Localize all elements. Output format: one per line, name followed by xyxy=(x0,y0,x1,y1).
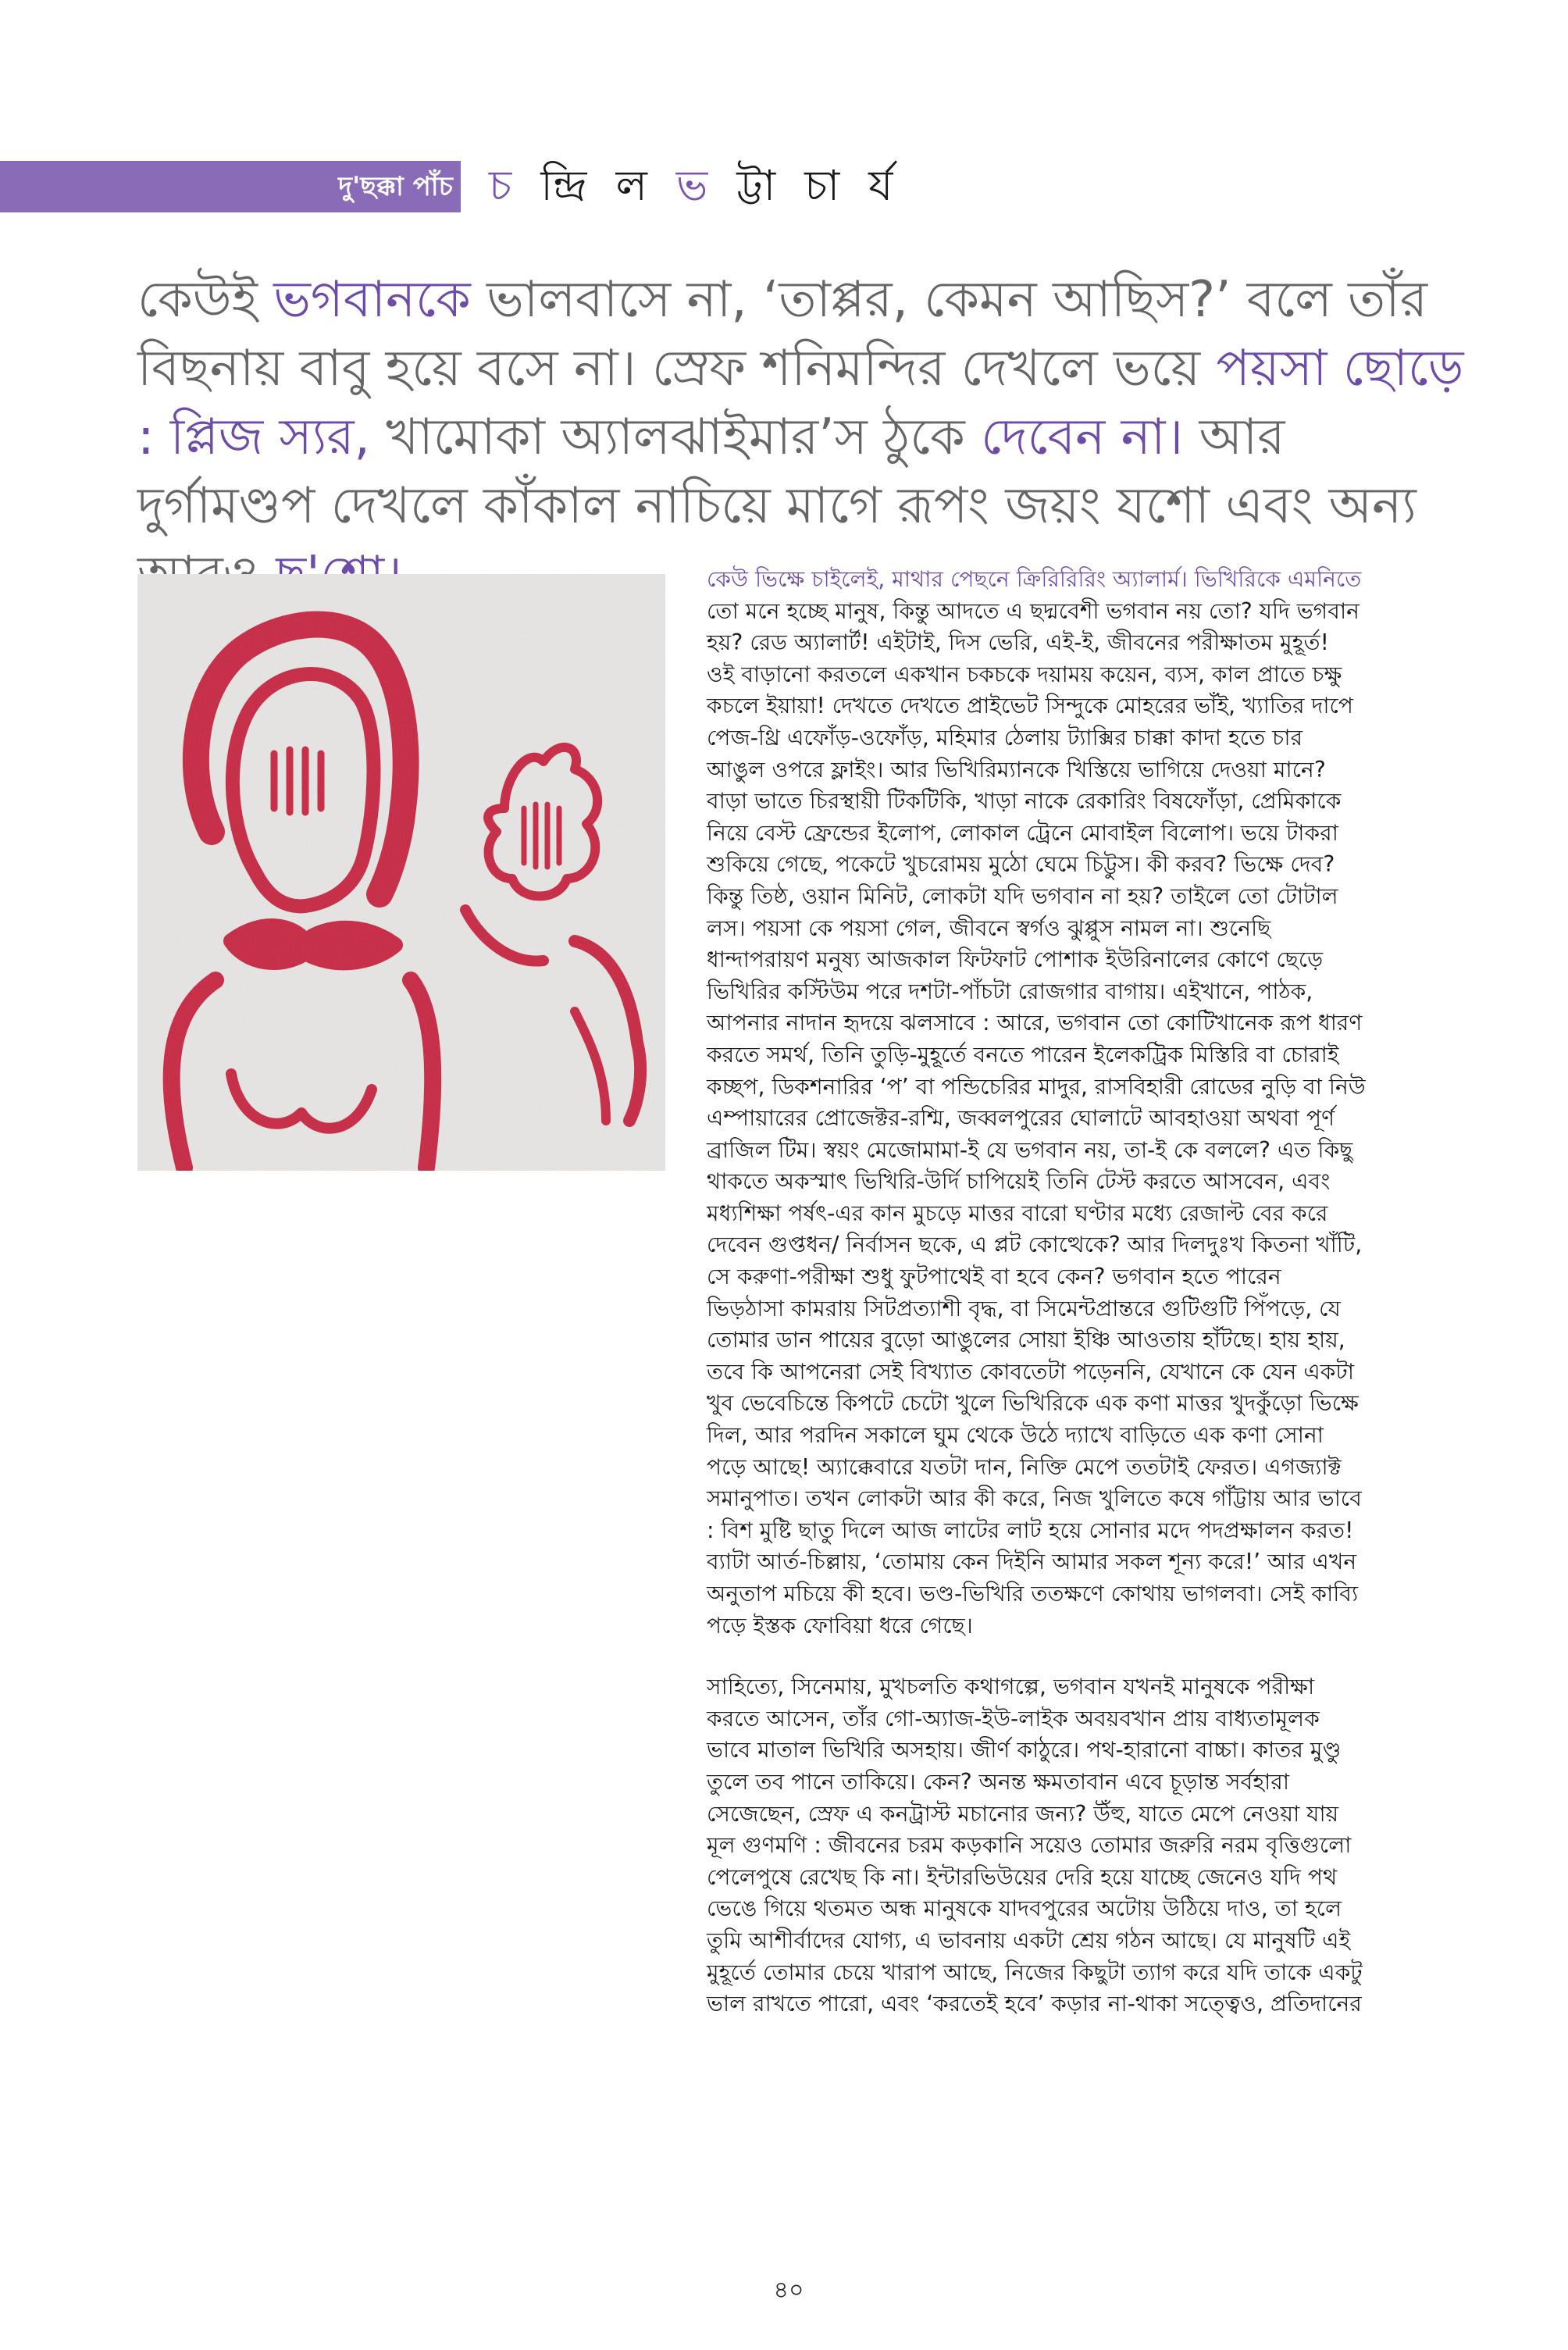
body-line: সাহিত্যে, সিনেমায়, মুখচলতি কথাগল্পে, ভগবান যখনই মানুষকে পরীক্ষা xyxy=(707,1674,1315,1700)
body-line: কিন্তু তিষ্ঠ, ওয়ান মিনিট, লোকটা যদি ভগবান না হয়? তাইলে তো টোটাল xyxy=(707,883,1338,909)
graffiti-illustration xyxy=(137,574,665,1171)
body-line: ভেঙে গিয়ে থতমত অন্ধ মানুষকে যাদবপুরের অটোয় উঠিয়ে দাও, তা হলে xyxy=(707,1895,1342,1922)
page-number: ৪০ xyxy=(773,2277,804,2304)
body-line: মূল গুণমণি : জীবনের চরম কড়কানি সয়েও তোমার জরুরি নরম বৃত্তিগুলো xyxy=(707,1832,1352,1859)
body-line: আঙুল ওপরে ফ্লাইং। আর ভিখিরিম্যানকে খিস্তিয়ে ভাগিয়ে দেওয়া মানে? xyxy=(707,756,1326,783)
body-line: পড়ে আছে! অ্যাক্কেবারে যতটা দান, নিক্তি মেপে ততটাই ফেরত। এগজ্যাক্ট xyxy=(707,1453,1342,1480)
body-line: অনুতাপ মচিয়ে কী হবে। ভণ্ড-ভিখিরি ততক্ষণে কোথায় ভাগলবা। সেই কাব্যি xyxy=(707,1581,1359,1606)
body-line: ভাল রাখতে পারো, এবং ‘করতেই হবে’ কড়ার না-থাকা সত্ত্বেও, প্রতিদানের xyxy=(707,1991,1362,2017)
body-line: ব্যাটা আর্ত-চিল্লায়, ‘তোমায় কেন দিইনি আমার সকল শূন্য করে!’ আর এখন xyxy=(707,1549,1357,1575)
body-line: ব্রাজিল টিম। স্বয়ং মেজোমামা-ই যে ভগবান নয়, তা-ই কে বললে? এত কিছু xyxy=(707,1136,1353,1163)
body-line: পেলেপুষে রেখেছ কি না। ইন্টারভিউয়ের দেরি হয়ে যাচ্ছে জেনেও যদি পথ xyxy=(707,1863,1338,1890)
body-line: পেজ-থ্রি এফোঁড়-ওফোঁড়, মহিমার ঠেলায় ট্যাক্সির চাক্কা কাদা হতে চার xyxy=(707,724,1303,751)
body-line: মধ্যশিক্ষা পর্ষৎ-এর কান মুচড়ে মাত্তর বারো ঘণ্টার মধ্যে রেজাল্ট বের করে xyxy=(707,1200,1328,1226)
intro-text: ভালবাসে না, ‘তাপ্পর, কেমন আছিস?’ বলে তাঁর বিছনায় বাবু হয়ে বসে না। স্রেফ শনিমন্দির দেখলে ভয়ে xyxy=(137,271,1427,398)
body-line: পড়ে ইস্তক ফোবিয়া ধরে গেছে। xyxy=(707,1612,973,1639)
body-line: শুকিয়ে গেছে, পকেটে খুচরোময় মুঠো ঘেমে চিট্টুস। কী করব? ভিক্ষে দেব? xyxy=(707,851,1335,878)
intro-highlight: ভগবানকে xyxy=(273,271,471,329)
body-line: সেজেছেন, স্রেফ এ কনট্রাস্ট মচানোর জন্য? উঁহু, যাতে মেপে নেওয়া যায় xyxy=(707,1800,1339,1827)
body-line: দিল, আর পরদিন সকালে ঘুম থেকে উঠে দ্যাখে বাড়িতে এক কণা সোনা xyxy=(707,1422,1324,1449)
body-line: লস। পয়সা কে পয়সা গেল, জীবনে স্বর্গও ঝুপ্পুস নামল না। শুনেছি xyxy=(707,915,1271,941)
body-line: নিয়ে বেস্ট ফ্রেন্ডের ইলোপ, লোকাল ট্রেনে মোবাইল বিলোপ। ভয়ে টাকরা xyxy=(707,819,1338,846)
intro-text: কেউই xyxy=(137,271,274,329)
body-line: সে করুণা-পরীক্ষা শুধু ফুটপাথেই বা হবে কেন? ভগবান হতে পারেন xyxy=(707,1264,1281,1290)
author-initial: ভ xyxy=(676,161,716,210)
body-line: ধান্দাপরায়ণ মনুষ্য আজকাল ফিটফাট পোশাক ইউরিনালের কোণে ছেড়ে xyxy=(707,947,1324,973)
body-line: তো মনে হচ্ছে মানুষ, কিন্তু আদতে এ ছদ্মবেশী ভগবান নয় তো? যদি ভগবান xyxy=(707,597,1360,624)
series-label: দু'ছক্কা পাঁচ xyxy=(338,171,453,202)
intro-highlight: দেবেন না। xyxy=(981,408,1184,466)
author-initial: চ xyxy=(489,161,520,210)
author-name-part: ন্দ্রি ল xyxy=(519,161,677,210)
body-line: করতে আসেন, তাঁর গো-অ্যাজ-ইউ-লাইক অবয়বখান প্রায় বাধ্যতামূলক xyxy=(707,1705,1320,1731)
body-line: হয়? রেড অ্যালার্ট! এইটাই, দিস ভেরি, এই-ই, জীবনের পরীক্ষাতম মুহূর্ত! xyxy=(707,629,1329,656)
stencil-graffiti-figure-icon xyxy=(137,574,665,1171)
body-line: কচ্ছপ, ডিকশনারির ‘প’ বা পন্ডিচেরির মাদুর, রাসবিহারী রোডের নুড়ি বা নিউ xyxy=(707,1073,1366,1100)
body-line: থাকতে অকস্মাৎ ভিখিরি-উর্দি চাপিয়েই তিনি টেস্ট করতে আসবেন, এবং xyxy=(707,1168,1331,1195)
body-line: বাড়া ভাতে চিরস্থায়ী টিকটিকি, খাড়া নাকে রেকারিং বিষফোঁড়া, প্রেমিকাকে xyxy=(707,788,1342,815)
paragraph-2 xyxy=(707,1671,1437,2020)
author-name-part: ট্টা চা র্য xyxy=(715,161,901,210)
body-line: আপনার নাদান হৃদয়ে ঝলসাবে : আরে, ভগবান তো কোটিখানেক রূপ ধারণ xyxy=(707,1010,1363,1036)
body-line: তুলে তব পানে তাকিয়ে। কেন? অনন্ত ক্ষমতাবান এবে চূড়ান্ত সর্বহারা xyxy=(707,1768,1290,1795)
body-line: ভাবে মাতাল ভিখিরি অসহায়। জীর্ণ কাঠুরে। পথ-হারানো বাচ্চা। কাতর মুণ্ডু xyxy=(707,1737,1342,1763)
intro-text: আর দুর্গামণ্ডপ দেখলে কাঁকাল নাচিয়ে মাগে রূপং জয়ং যশো এবং অন্য xyxy=(137,408,1417,535)
lead-line: কেউ ভিক্ষে চাইলেই, মাথার পেছনে ক্রিরিরিরিং অ্যালার্ম। ভিখিরিকে এমনিতে xyxy=(707,566,1362,592)
body-line: করতে সমর্থ, তিনি তুড়ি-মুহূর্তে বনতে পারেন ইলেকট্রিক মিস্তিরি বা চোরাই xyxy=(707,1041,1339,1068)
intro-highlight: পয়সা ছোড়ে : প্লিজ স্যর, xyxy=(137,340,1464,466)
body-line: তবে কি আপনেরা সেই বিখ্যাত কোবতেটা পড়েননি, যেখানে কে যেন একটা xyxy=(707,1358,1355,1385)
body-line: ভিখিরির কস্টিউম পরে দশটা-পাঁচটা রোজগার বাগায়। এইখানে, পাঠক, xyxy=(707,978,1313,1004)
body-line: : বিশ মুষ্টি ছাতু দিলে আজ লাটের লাট হয়ে সোনার মদে পদপ্রক্ষালন করত! xyxy=(707,1517,1354,1543)
body-line: দেবেন গুপ্তধন/ নির্বাসন ছকে, এ প্লট কোত্থেকে? আর দিলদুঃখ কিতনা খাঁটি, xyxy=(707,1232,1363,1258)
body-line: তোমার ডান পায়ের বুড়ো আঙুলের সোয়া ইঞ্চি আওতায় হাঁটছে। হায় হায়, xyxy=(707,1327,1345,1353)
body-line: ওই বাড়ানো করতলে একখান চকচকে দয়াময় কয়েন, ব্যস, কাল প্রাতে চক্ষু xyxy=(707,661,1342,687)
body-line: মুহূর্তে তোমার চেয়ে খারাপ আছে, নিজের কিছুটা ত্যাগ করে যদি তাকে একটু xyxy=(707,1959,1363,1985)
intro-pullquote xyxy=(137,266,1465,609)
intro-text: খামোকা অ্যালঝাইমার’স ঠুকে xyxy=(369,408,982,466)
body-line: এম্পায়ারের প্রোজেক্টর-রশ্মি, জব্বলপুরের ঘোলাটে আবহাওয়া অথবা পূর্ণ xyxy=(707,1105,1335,1132)
author-byline xyxy=(489,155,900,217)
body-line: ভিড়ঠাসা কামরায় সিটপ্রত্যাশী বৃদ্ধ, বা সিমেন্টপ্রান্তরে গুটিগুটি পিঁপড়ে, যে xyxy=(707,1295,1341,1321)
body-line: তুমি আশীর্বাদের যোগ্য, এ ভাবনায় একটা শ্রেয় গঠন আছে। যে মানুষটি এই xyxy=(707,1927,1351,1953)
paragraph-1 xyxy=(707,564,1437,1642)
body-line: সমানুপাত। তখন লোকটা আর কী করে, নিজ খুলিতে কষে গাঁট্টায় আর ভাবে xyxy=(707,1485,1362,1512)
article-body xyxy=(707,564,1437,2020)
body-line: খুব ভেবেচিন্তে কিপটে চেটো খুলে ভিখিরিকে এক কণা মাত্তর খুদকুঁড়ো ভিক্ষে xyxy=(707,1390,1359,1417)
body-line: কচলে ইয়ায়া! দেখতে দেখতে প্রাইভেট সিন্দুকে মোহরের ভাঁই, খ্যাতির দাপে xyxy=(707,693,1354,719)
